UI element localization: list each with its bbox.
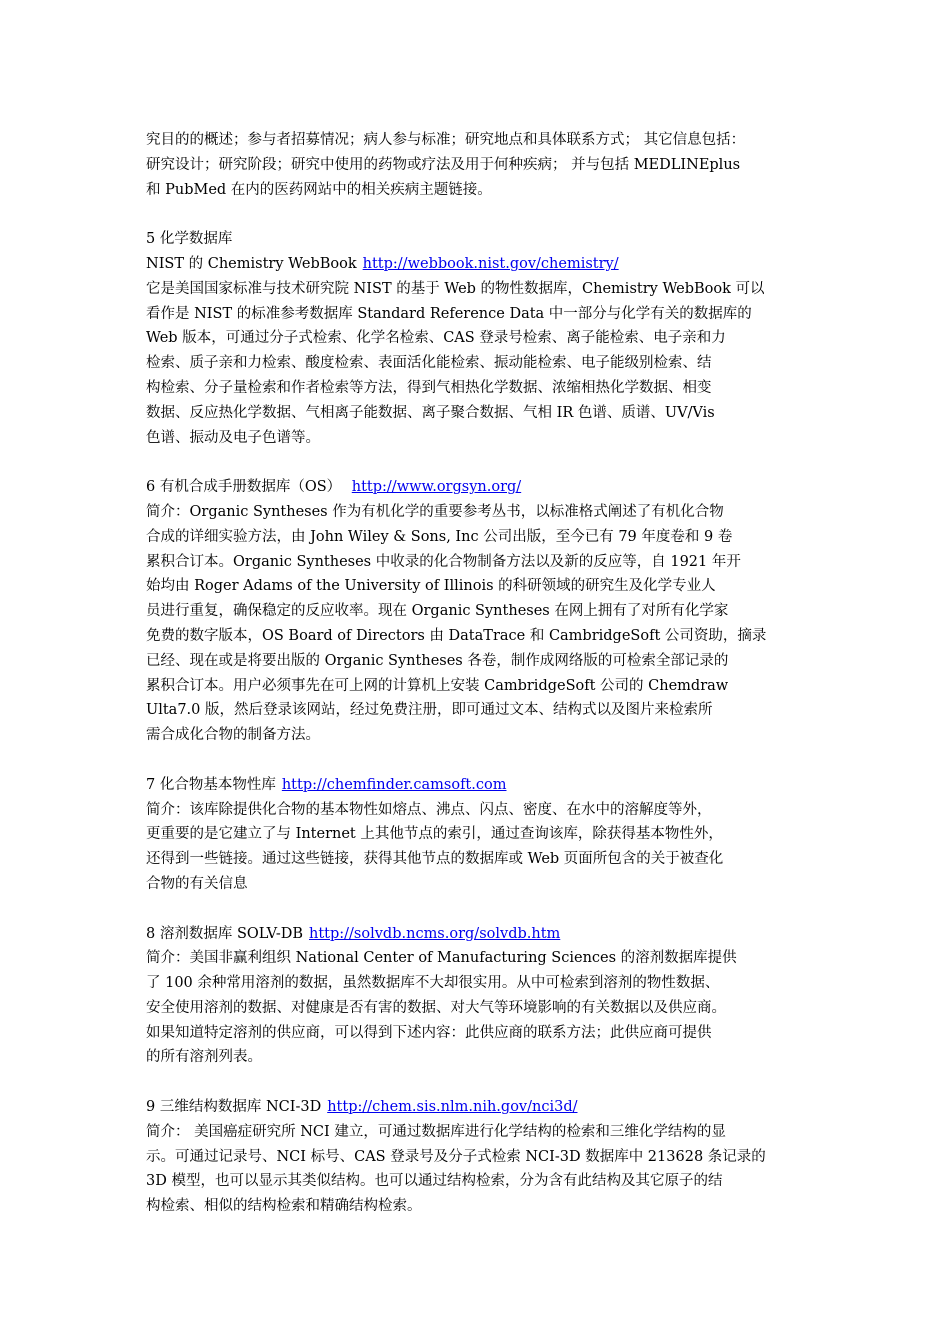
paragraph-gap — [146, 1070, 806, 1095]
text-line: 看作是 NIST 的标准参考数据库 Standard Reference Data 中一部分与化学有关的数据库的 — [146, 305, 752, 322]
text-line: 更重要的是它建立了与 Internet 上其他节点的索引，通过查询该库，除获得基本物性外， — [146, 826, 723, 843]
section-heading — [146, 475, 806, 500]
text-line: 构检索、分子量检索和作者检索等方法，得到气相热化学数据、浓缩相热化学数据、相变 — [146, 379, 712, 396]
paragraph-gap — [146, 748, 806, 773]
intro-paragraph — [146, 128, 806, 202]
section-organic-syntheses — [146, 475, 806, 748]
text-line: Web 版本，可通过分子式检索、化学名检索、CAS 登录号检索、离子能检索、电子亲和力 — [146, 330, 726, 347]
paragraph-gap — [146, 202, 806, 227]
text-line: 究目的的概述；参与者招募情况；病人参与标准；研究地点和具体联系方式； 其它信息包括： — [146, 132, 746, 148]
subheading-text: NIST 的 Chemistry WebBook — [146, 255, 357, 272]
text-line: 数据、反应热化学数据、气相离子能数据、离子聚合数据、气相 IR 色谱、质谱、UV/Vis — [146, 404, 715, 421]
section-nci3d-database — [146, 1095, 806, 1219]
text-line: Ulta7.0 版，然后登录该网站，经过免费注册，即可通过文本、结构式以及图片来检索所 — [146, 702, 713, 719]
text-line: 研究设计；研究阶段；研究中使用的药物或疗法及用于何种疾病； 并与包括 MEDLINEplus — [146, 156, 741, 173]
text-line: 简介：美国非赢利组织 National Center of Manufacturing Sciences 的溶剂数据库提供 — [146, 950, 737, 967]
text-line: 构检索、相似的结构检索和精确结构检索。 — [146, 1198, 422, 1215]
text-line: 简介：Organic Syntheses 作为有机化学的重要参考丛书，以标准格式阐述了有机化合物 — [146, 503, 724, 520]
solvdb-link[interactable]: http://solvdb.ncms.org/solvdb.htm — [309, 925, 561, 942]
section-solvent-database — [146, 922, 806, 1071]
section-heading — [146, 1095, 806, 1120]
text-line: 3D 模型，也可以显示其类似结构。也可以通过结构检索，分为含有此结构及其它原子的结 — [146, 1173, 723, 1190]
webbook-link[interactable]: http://webbook.nist.gov/chemistry/ — [362, 255, 619, 272]
text-line: 安全使用溶剂的数据、对健康是否有害的数据、对大气等环境影响的有关数据以及供应商。 — [146, 999, 726, 1016]
text-line: 和 PubMed 在内的医药网站中的相关疾病主题链接。 — [146, 181, 492, 198]
section-subheading — [146, 252, 806, 277]
section-chemical-database — [146, 227, 806, 450]
text-line: 已经、现在或是将要出版的 Organic Syntheses 各卷，制作成网络版的可检索全部记录的 — [146, 652, 729, 669]
text-line: 了 100 余种常用溶剂的数据，虽然数据库不大却很实用。从中可检索到溶剂的物性数据、 — [146, 975, 720, 992]
text-line: 始均由 Roger Adams of the University of Illinois 的科研领域的研究生及化学专业人 — [146, 578, 716, 595]
paragraph-gap — [146, 450, 806, 475]
chemfinder-link[interactable]: http://chemfinder.camsoft.com — [281, 776, 507, 793]
paragraph-gap — [146, 897, 806, 922]
nci3d-link[interactable]: http://chem.sis.nlm.nih.gov/nci3d/ — [327, 1099, 578, 1116]
text-line: 累积合订本。用户必须事先在可上网的计算机上安装 CambridgeSoft 公司的 Chemdraw — [146, 677, 729, 694]
text-line: 简介： 美国癌症研究所 NCI 建立，可通过数据库进行化学结构的检索和三维化学结构的显 — [146, 1123, 726, 1140]
section-heading-text: 7 化合物基本物性库 — [146, 776, 276, 793]
section-heading-text: 8 溶剂数据库 SOLV-DB — [146, 925, 303, 942]
text-line: 累积合订本。Organic Syntheses 中收录的化合物制备方法以及新的反应等，自 1921 年开 — [146, 553, 741, 570]
text-line: 它是美国国家标准与技术研究院 NIST 的基于 Web 的物性数据库，Chemistry WebBook 可以 — [146, 280, 765, 297]
section-compound-properties — [146, 773, 806, 897]
text-line: 还得到一些链接。通过这些链接，获得其他节点的数据库或 Web 页面所包含的关于被查化 — [146, 851, 724, 868]
document-page — [146, 128, 806, 1219]
text-line: 的所有溶剂列表。 — [146, 1049, 262, 1066]
section-heading-text: 9 三维结构数据库 NCI-3D — [146, 1099, 322, 1116]
text-line: 检索、质子亲和力检索、酸度检索、表面活化能检索、振动能检索、电子能级别检索、结 — [146, 355, 712, 372]
text-line: 需合成化合物的制备方法。 — [146, 727, 320, 744]
text-line: 免费的数字版本，OS Board of Directors 由 DataTrace 和 CambridgeSoft 公司资助，摘录 — [146, 627, 767, 644]
text-line: 合物的有关信息 — [146, 875, 248, 892]
orgsyn-link[interactable]: http://www.orgsyn.org/ — [351, 479, 522, 496]
section-heading — [146, 773, 806, 798]
section-heading-text: 6 有机合成手册数据库（OS） — [146, 479, 342, 496]
text-line: 简介：该库除提供化合物的基本物性如熔点、沸点、闪点、密度、在水中的溶解度等外， — [146, 801, 712, 818]
section-heading — [146, 922, 806, 947]
text-line: 色谱、振动及电子色谱等。 — [146, 429, 320, 446]
text-line: 员进行重复，确保稳定的反应收率。现在 Organic Syntheses 在网上拥有了对所有化学家 — [146, 603, 729, 620]
text-line: 如果知道特定溶剂的供应商，可以得到下述内容：此供应商的联系方法；此供应商可提供 — [146, 1024, 712, 1041]
section-heading: 5 化学数据库 — [146, 231, 233, 248]
text-line: 示。可通过记录号、NCI 标号、CAS 登录号及分子式检索 NCI-3D 数据库中 213628 条记录的 — [146, 1148, 766, 1165]
text-line: 合成的详细实验方法，由 John Wiley & Sons, Inc 公司出版，至今已有 79 年度卷和 9 卷 — [146, 528, 733, 545]
